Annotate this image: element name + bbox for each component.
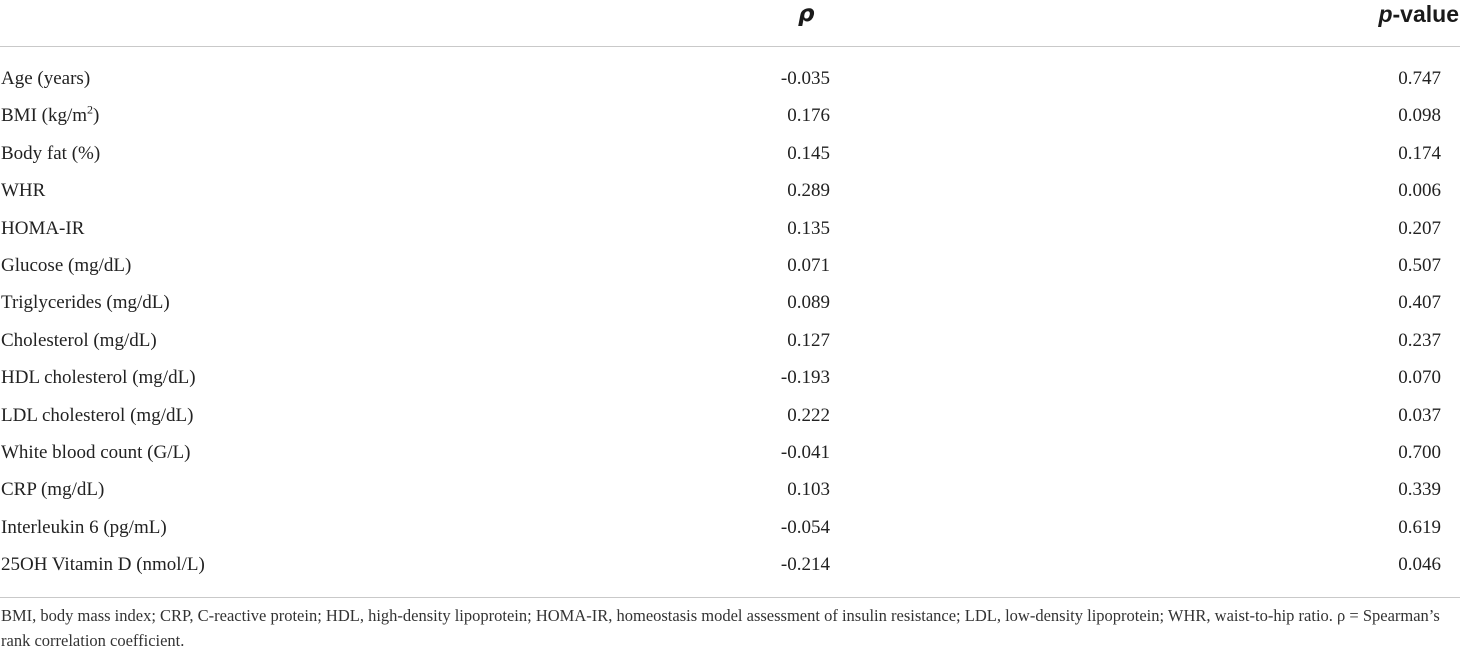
header-p-suffix: -value xyxy=(1392,1,1459,27)
row-p-value: 0.339 xyxy=(1398,479,1441,501)
row-label: Glucose (mg/dL) xyxy=(1,254,132,276)
row-p-value: 0.407 xyxy=(1398,292,1441,314)
table-row xyxy=(0,434,1460,471)
table-row xyxy=(0,471,1460,508)
row-label: Age (years) xyxy=(1,68,91,89)
row-rho: 0.145 xyxy=(787,142,830,164)
row-rho: 0.089 xyxy=(787,292,830,314)
row-label: White blood count (G/L) xyxy=(1,441,191,463)
table-row xyxy=(0,247,1460,284)
row-p-value: 0.006 xyxy=(1398,180,1441,202)
row-label-text: BMI (kg/m xyxy=(1,105,88,127)
row-p-value: 0.046 xyxy=(1398,554,1441,576)
row-rho: -0.041 xyxy=(780,441,830,463)
row-p-value: 0.619 xyxy=(1398,516,1441,538)
row-label-end: ) xyxy=(93,105,100,127)
table-body xyxy=(0,60,1460,583)
row-label xyxy=(1,97,99,134)
table-bottom-rule xyxy=(0,597,1460,598)
row-label-superscript: 2 xyxy=(87,103,94,118)
row-label: Interleukin 6 (pg/mL) xyxy=(1,516,167,538)
row-p-value: 0.507 xyxy=(1398,254,1441,276)
row-label: 25OH Vitamin D (nmol/L) xyxy=(1,554,205,576)
row-p-value: 0.747 xyxy=(1398,68,1441,89)
row-rho: 0.176 xyxy=(787,105,830,127)
row-p-value: 0.070 xyxy=(1398,367,1441,389)
table-row xyxy=(0,509,1460,546)
row-rho: 0.289 xyxy=(787,180,830,202)
row-rho: -0.193 xyxy=(780,367,830,389)
table-row xyxy=(0,359,1460,396)
row-p-value: 0.098 xyxy=(1398,105,1441,127)
row-label: HOMA-IR xyxy=(1,217,85,239)
header-rho: ρ xyxy=(798,1,815,27)
row-label: LDL cholesterol (mg/dL) xyxy=(1,404,194,426)
row-rho: 0.071 xyxy=(787,254,830,276)
row-label: Triglycerides (mg/dL) xyxy=(1,292,170,314)
row-rho: 0.127 xyxy=(787,329,830,351)
table-row xyxy=(0,135,1460,172)
table-row xyxy=(0,284,1460,321)
table-row xyxy=(0,97,1460,134)
row-label: CRP (mg/dL) xyxy=(1,479,105,501)
table-row xyxy=(0,546,1460,583)
row-rho: -0.214 xyxy=(780,554,830,576)
row-rho: -0.054 xyxy=(780,516,830,538)
row-p-value: 0.207 xyxy=(1398,217,1441,239)
row-p-value: 0.237 xyxy=(1398,329,1441,351)
header-p-letter: p xyxy=(1378,1,1393,27)
table-row xyxy=(0,322,1460,359)
row-label: Body fat (%) xyxy=(1,142,101,164)
table-row xyxy=(0,210,1460,247)
table-row xyxy=(0,172,1460,209)
table-footnote: BMI, body mass index; CRP, C-reactive protein; HDL, high-density lipoprotein; HOMA-IR, homeostasis model assessment of insulin resistance; LDL, low-density lipoprotein; WHR, waist-to-hip ratio. ρ = Spearman’s rank correlation coefficient. xyxy=(1,606,1440,650)
row-rho: 0.222 xyxy=(787,404,830,426)
row-p-value: 0.037 xyxy=(1398,404,1441,426)
row-p-value: 0.174 xyxy=(1398,142,1441,164)
row-rho: 0.135 xyxy=(787,217,830,239)
row-label: HDL cholesterol (mg/dL) xyxy=(1,367,196,389)
row-p-value: 0.700 xyxy=(1398,441,1441,463)
table-header xyxy=(0,0,1460,47)
row-rho: 0.103 xyxy=(787,479,830,501)
row-rho: -0.035 xyxy=(780,68,830,89)
row-label: WHR xyxy=(1,180,46,202)
row-label: Cholesterol (mg/dL) xyxy=(1,329,157,351)
header-p-value xyxy=(1378,1,1459,28)
table-row xyxy=(0,60,1460,97)
table-row xyxy=(0,397,1460,434)
